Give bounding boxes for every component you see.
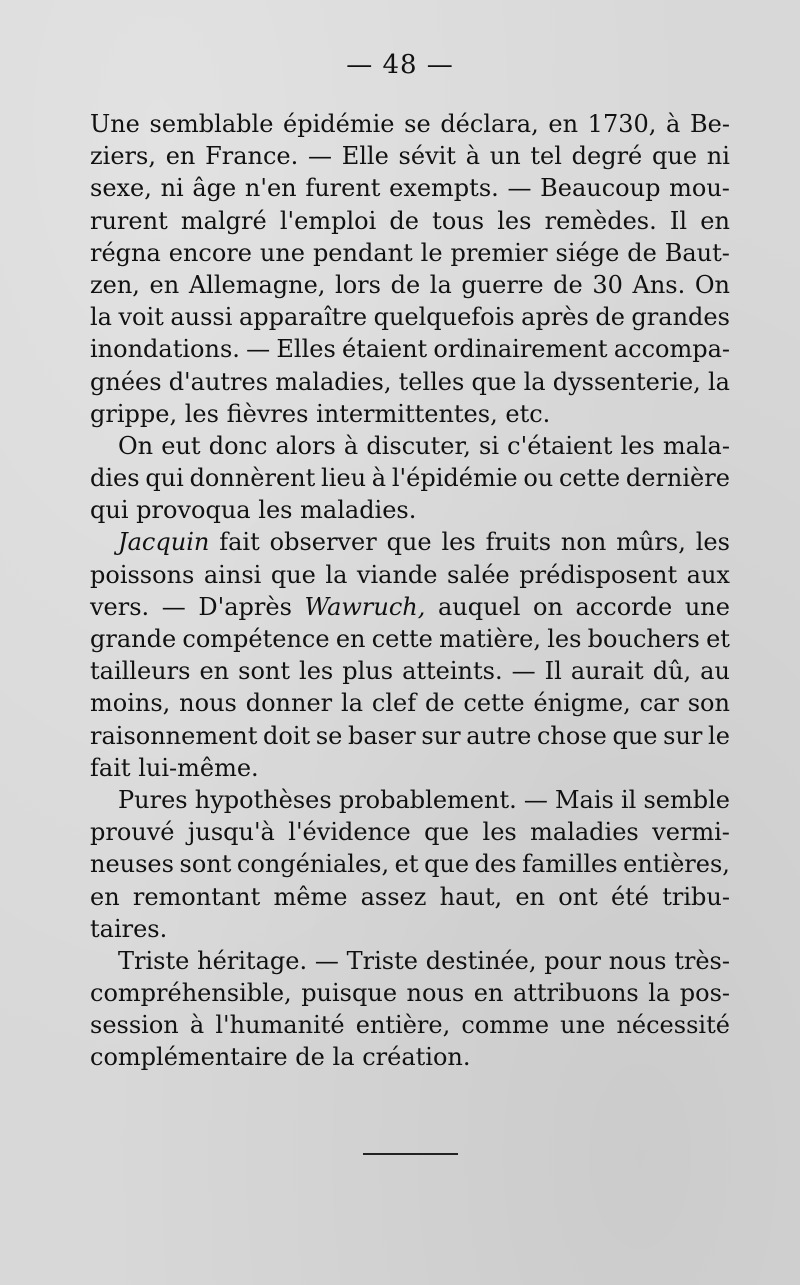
- text-line: prouvé jusqu'à l'évidence que les maladies vermi-: [90, 818, 730, 847]
- body-text: [90, 108, 730, 1074]
- text-line: gnées d'autres maladies, telles que la dyssenterie, la: [90, 367, 730, 396]
- text-line: raisonnement doit se baser sur autre chose que sur le: [90, 721, 730, 750]
- text-line: en remontant même assez haut, en ont été tribu-: [90, 882, 730, 911]
- page-number: — 48 —: [346, 50, 454, 80]
- text-line: poissons ainsi que la viande salée prédisposent aux: [90, 560, 730, 589]
- end-rule: [363, 1153, 458, 1155]
- text-line: rurent malgré l'emploi de tous les remèdes. Il en: [90, 206, 730, 235]
- text-line: session à l'humanité entière, comme une nécessité: [90, 1011, 730, 1040]
- text-line: Une semblable épidémie se déclara, en 1730, à Be-: [90, 110, 730, 138]
- text-line: Jacquin fait observer que les fruits non mûrs, les: [118, 528, 730, 557]
- text-line: inondations. — Elles étaient ordinairement accompa-: [90, 335, 730, 364]
- text-line: complémentaire de la création.: [90, 1043, 471, 1072]
- text-line: neuses sont congéniales, et que des familles entières,: [90, 850, 730, 879]
- text-line: moins, nous donner la clef de cette énigme, car son: [90, 689, 730, 718]
- text-line: zen, en Allemagne, lors de la guerre de 30 Ans. On: [90, 270, 730, 299]
- text-line: qui provoqua les maladies.: [90, 496, 417, 525]
- text-line: compréhensible, puisque nous en attribuons la pos-: [90, 979, 730, 1008]
- text-line: grippe, les fièvres intermittentes, etc.: [90, 399, 551, 428]
- text-line: dies qui donnèrent lieu à l'épidémie ou cette dernière: [90, 464, 730, 493]
- text-line: Triste héritage. — Triste destinée, pour nous très-: [118, 946, 730, 975]
- text-line: On eut donc alors à discuter, si c'étaient les mala-: [118, 431, 730, 460]
- text-line: tailleurs en sont les plus atteints. — Il aurait dû, au: [90, 657, 730, 686]
- text-line: la voit aussi apparaître quelquefois après de grandes: [90, 303, 730, 332]
- text-line: sexe, ni âge n'en furent exempts. — Beaucoup mou-: [90, 174, 730, 203]
- text-line: Pures hypothèses probablement. — Mais il semble: [118, 785, 730, 814]
- text-line: fait lui-même.: [90, 753, 259, 782]
- text-line: vers. — D'après Wawruch, auquel on accorde une: [90, 592, 730, 621]
- text-line: taires.: [90, 914, 168, 943]
- text-line: ziers, en France. — Elle sévit à un tel degré que ni: [90, 142, 730, 171]
- text-line: grande compétence en cette matière, les bouchers et: [90, 625, 730, 653]
- text-line: régna encore une pendant le premier siége de Baut-: [90, 238, 730, 267]
